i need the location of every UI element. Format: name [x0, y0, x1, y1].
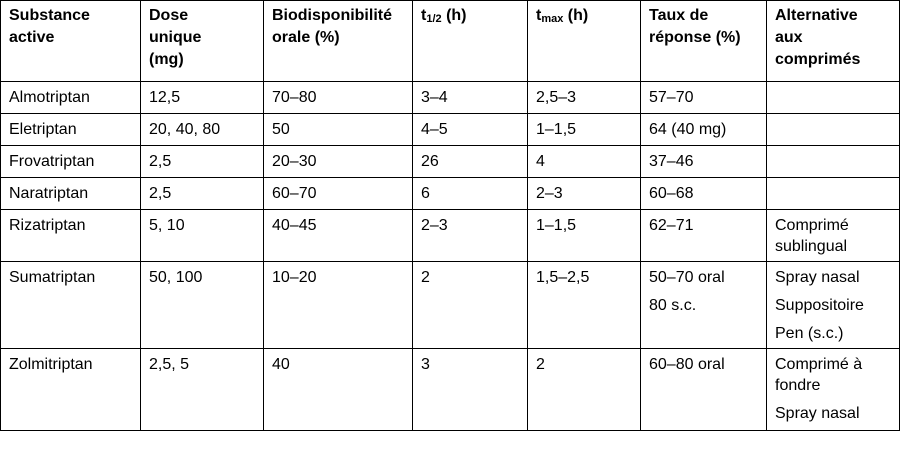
cell-t-max: 2,5–3: [528, 82, 641, 114]
cell-dose: 50, 100: [141, 262, 264, 349]
cell-bioavailability: 40–45: [264, 210, 413, 262]
cell-dose: 2,5: [141, 146, 264, 178]
cell-t-max: 1–1,5: [528, 210, 641, 262]
cell-alternative: Comprimé sublingual: [767, 210, 900, 262]
cell-t-max: 4: [528, 146, 641, 178]
table-row: [1, 210, 900, 262]
cell-bioavailability: 70–80: [264, 82, 413, 114]
cell-alternative: Spray nasal Suppositoire Pen (s.c.): [767, 262, 900, 349]
cell-dose: 5, 10: [141, 210, 264, 262]
cell-alternative: [767, 146, 900, 178]
cell-t-max: 2–3: [528, 178, 641, 210]
cell-response-rate: 37–46: [641, 146, 767, 178]
cell-response-rate: 62–71: [641, 210, 767, 262]
cell-dose: 12,5: [141, 82, 264, 114]
cell-t-max: 1–1,5: [528, 114, 641, 146]
cell-substance: Frovatriptan: [1, 146, 141, 178]
cell-substance: Zolmitriptan: [1, 349, 141, 431]
header-bioavailability: Biodisponibilité orale (%): [264, 1, 413, 82]
header-t-half: $t_{1/2}$ (h): [413, 1, 528, 82]
cell-t-half: 3: [413, 349, 528, 431]
table-row: [1, 82, 900, 114]
cell-bioavailability: 10–20: [264, 262, 413, 349]
cell-dose: 20, 40, 80: [141, 114, 264, 146]
cell-t-half: 2: [413, 262, 528, 349]
cell-response-rate: 60–80 oral: [641, 349, 767, 431]
cell-t-half: 26: [413, 146, 528, 178]
cell-substance: Eletriptan: [1, 114, 141, 146]
cell-substance: Almotriptan: [1, 82, 141, 114]
table-row: [1, 146, 900, 178]
header-substance: Substance active: [1, 1, 141, 82]
cell-alternative: [767, 82, 900, 114]
cell-bioavailability: 40: [264, 349, 413, 431]
cell-alternative: [767, 178, 900, 210]
table-row: [1, 114, 900, 146]
cell-t-max: 1,5–2,5: [528, 262, 641, 349]
cell-bioavailability: 50: [264, 114, 413, 146]
table-row: [1, 178, 900, 210]
cell-dose: 2,5: [141, 178, 264, 210]
table-row: [1, 349, 900, 431]
cell-substance: Rizatriptan: [1, 210, 141, 262]
cell-t-half: 6: [413, 178, 528, 210]
cell-substance: Naratriptan: [1, 178, 141, 210]
cell-response-rate: 50–70 oral 80 s.c.: [641, 262, 767, 349]
cell-t-half: 3–4: [413, 82, 528, 114]
header-t-max: $t_{max}$ (h): [528, 1, 641, 82]
cell-substance: Sumatriptan: [1, 262, 141, 349]
cell-bioavailability: 20–30: [264, 146, 413, 178]
header-alternative: Alternative aux comprimés: [767, 1, 900, 82]
cell-alternative: [767, 114, 900, 146]
cell-t-max: 2: [528, 349, 641, 431]
cell-dose: 2,5, 5: [141, 349, 264, 431]
cell-response-rate: 64 (40 mg): [641, 114, 767, 146]
table-row: [1, 262, 900, 349]
cell-response-rate: 57–70: [641, 82, 767, 114]
header-dose: Dose unique (mg): [141, 1, 264, 82]
cell-alternative: Comprimé à fondre Spray nasal: [767, 349, 900, 431]
cell-t-half: 2–3: [413, 210, 528, 262]
cell-response-rate: 60–68: [641, 178, 767, 210]
cell-t-half: 4–5: [413, 114, 528, 146]
table-header-row: [1, 1, 900, 82]
header-response-rate: Taux de réponse (%): [641, 1, 767, 82]
cell-bioavailability: 60–70: [264, 178, 413, 210]
